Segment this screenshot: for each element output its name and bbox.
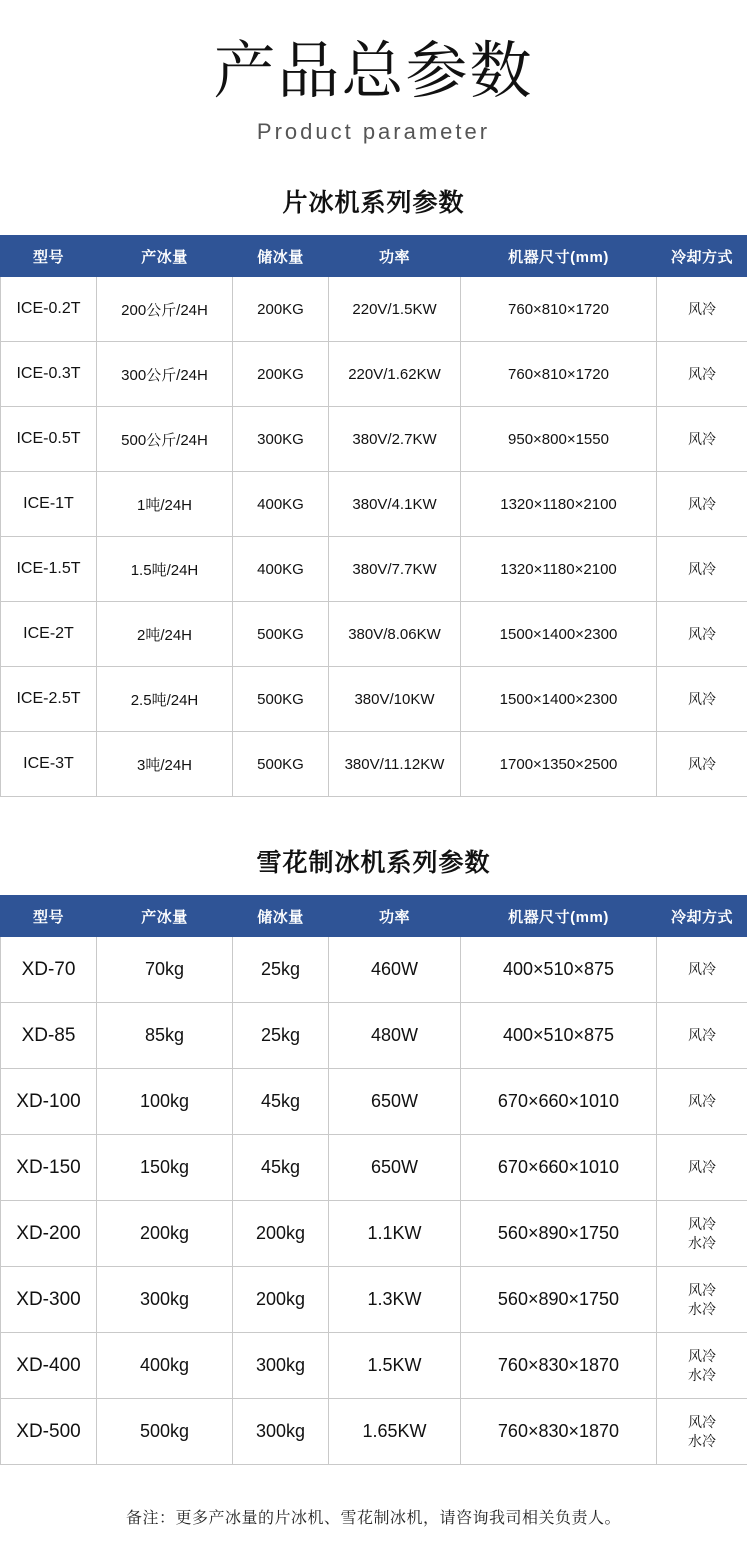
cell-output: 500kg [97,1399,233,1465]
table-row [1,277,747,342]
cell-power: 380V/7.7KW [329,537,461,602]
page-subtitle: Product parameter [0,119,747,145]
cell-storage: 200KG [233,342,329,407]
cell-output: 500公斤/24H [97,407,233,472]
cell-storage: 400KG [233,472,329,537]
cell-size: 760×810×1720 [461,342,657,407]
cell-storage: 300kg [233,1399,329,1465]
cell-power: 480W [329,1003,461,1069]
cell-storage: 500KG [233,602,329,667]
cell-size: 760×830×1870 [461,1333,657,1399]
cell-model: ICE-0.5T [1,407,97,472]
cell-model: ICE-0.3T [1,342,97,407]
column-header-ice-storage: 储冰量 [233,236,329,277]
table-row [1,342,747,407]
cell-size: 1500×1400×2300 [461,667,657,732]
cell-power: 650W [329,1135,461,1201]
cell-storage: 200KG [233,277,329,342]
cell-cooling: 风冷 [657,602,747,667]
cell-size: 560×890×1750 [461,1267,657,1333]
cell-output: 85kg [97,1003,233,1069]
cell-model: ICE-1.5T [1,537,97,602]
cell-storage: 45kg [233,1135,329,1201]
snow-ice-parameter-table [0,895,747,1465]
cell-cooling: 风冷 [657,407,747,472]
cell-model: XD-100 [1,1069,97,1135]
table-header-row [1,236,747,277]
table-row [1,732,747,797]
cell-size: 1700×1350×2500 [461,732,657,797]
cell-power: 1.3KW [329,1267,461,1333]
table-row [1,1333,747,1399]
cell-cooling: 风冷 水冷 [657,1333,747,1399]
column-header-model: 型号 [1,236,97,277]
cell-storage: 500KG [233,732,329,797]
cell-size: 1500×1400×2300 [461,602,657,667]
cell-storage: 300kg [233,1333,329,1399]
cell-size: 560×890×1750 [461,1201,657,1267]
cell-output: 70kg [97,937,233,1003]
table-row [1,602,747,667]
cell-output: 200kg [97,1201,233,1267]
cell-cooling: 风冷 [657,472,747,537]
column-header-dimensions: 机器尺寸(mm) [461,896,657,937]
cell-output: 400kg [97,1333,233,1399]
cell-cooling: 风冷 [657,732,747,797]
cell-model: XD-150 [1,1135,97,1201]
column-header-cooling: 冷却方式 [657,236,747,277]
cell-model: ICE-2T [1,602,97,667]
column-header-dimensions: 机器尺寸(mm) [461,236,657,277]
table-row [1,1399,747,1465]
cell-output: 2.5吨/24H [97,667,233,732]
footer-note: 备注：更多产冰量的片冰机、雪花制冰机，请咨询我司相关负责人。 [0,1505,747,1558]
section-title-ice: 片冰机系列参数 [0,183,747,219]
table-row [1,1069,747,1135]
cell-power: 1.5KW [329,1333,461,1399]
snow-ice-table-body [1,937,747,1465]
cell-cooling: 风冷 [657,277,747,342]
cell-size: 760×830×1870 [461,1399,657,1465]
cell-output: 1吨/24H [97,472,233,537]
cell-size: 400×510×875 [461,1003,657,1069]
cell-model: XD-300 [1,1267,97,1333]
cell-output: 100kg [97,1069,233,1135]
cell-storage: 400KG [233,537,329,602]
cell-output: 150kg [97,1135,233,1201]
cell-power: 380V/11.12KW [329,732,461,797]
cell-cooling: 风冷 水冷 [657,1201,747,1267]
column-header-ice-output: 产冰量 [97,236,233,277]
cell-model: XD-500 [1,1399,97,1465]
cell-power: 380V/4.1KW [329,472,461,537]
cell-power: 1.1KW [329,1201,461,1267]
cell-cooling: 风冷 水冷 [657,1267,747,1333]
cell-storage: 200kg [233,1201,329,1267]
table-row [1,1135,747,1201]
cell-cooling: 风冷 [657,1135,747,1201]
cell-model: XD-70 [1,937,97,1003]
cell-model: ICE-2.5T [1,667,97,732]
table-row [1,537,747,602]
table-row [1,667,747,732]
cell-power: 1.65KW [329,1399,461,1465]
table-row [1,1003,747,1069]
cell-model: ICE-0.2T [1,277,97,342]
table-row [1,1267,747,1333]
cell-model: ICE-3T [1,732,97,797]
table-row [1,937,747,1003]
ice-flake-table-body [1,277,747,797]
table-row [1,407,747,472]
cell-power: 380V/2.7KW [329,407,461,472]
cell-power: 220V/1.62KW [329,342,461,407]
cell-power: 460W [329,937,461,1003]
cell-cooling: 风冷 [657,1069,747,1135]
cell-cooling: 风冷 [657,667,747,732]
cell-model: XD-85 [1,1003,97,1069]
cell-cooling: 风冷 [657,537,747,602]
cell-size: 400×510×875 [461,937,657,1003]
table-row [1,472,747,537]
cell-model: XD-400 [1,1333,97,1399]
cell-output: 1.5吨/24H [97,537,233,602]
cell-output: 200公斤/24H [97,277,233,342]
cell-cooling: 风冷 水冷 [657,1399,747,1465]
cell-power: 650W [329,1069,461,1135]
cell-size: 1320×1180×2100 [461,537,657,602]
cell-output: 300公斤/24H [97,342,233,407]
cell-storage: 300KG [233,407,329,472]
cell-power: 380V/8.06KW [329,602,461,667]
ice-flake-parameter-table [0,235,747,797]
cell-cooling: 风冷 [657,1003,747,1069]
column-header-power: 功率 [329,236,461,277]
cell-output: 300kg [97,1267,233,1333]
cell-output: 2吨/24H [97,602,233,667]
cell-size: 950×800×1550 [461,407,657,472]
column-header-ice-output: 产冰量 [97,896,233,937]
column-header-cooling: 冷却方式 [657,896,747,937]
section-title-snow: 雪花制冰机系列参数 [0,843,747,879]
cell-storage: 45kg [233,1069,329,1135]
cell-cooling: 风冷 [657,342,747,407]
table-row [1,1201,747,1267]
column-header-ice-storage: 储冰量 [233,896,329,937]
cell-output: 3吨/24H [97,732,233,797]
cell-storage: 25kg [233,1003,329,1069]
cell-storage: 500KG [233,667,329,732]
cell-model: ICE-1T [1,472,97,537]
cell-storage: 200kg [233,1267,329,1333]
cell-size: 1320×1180×2100 [461,472,657,537]
column-header-power: 功率 [329,896,461,937]
table-header-row [1,896,747,937]
column-header-model: 型号 [1,896,97,937]
cell-power: 220V/1.5KW [329,277,461,342]
cell-storage: 25kg [233,937,329,1003]
cell-cooling: 风冷 [657,937,747,1003]
cell-size: 760×810×1720 [461,277,657,342]
cell-power: 380V/10KW [329,667,461,732]
cell-size: 670×660×1010 [461,1069,657,1135]
page-title: 产品总参数 [0,0,747,107]
cell-size: 670×660×1010 [461,1135,657,1201]
cell-model: XD-200 [1,1201,97,1267]
